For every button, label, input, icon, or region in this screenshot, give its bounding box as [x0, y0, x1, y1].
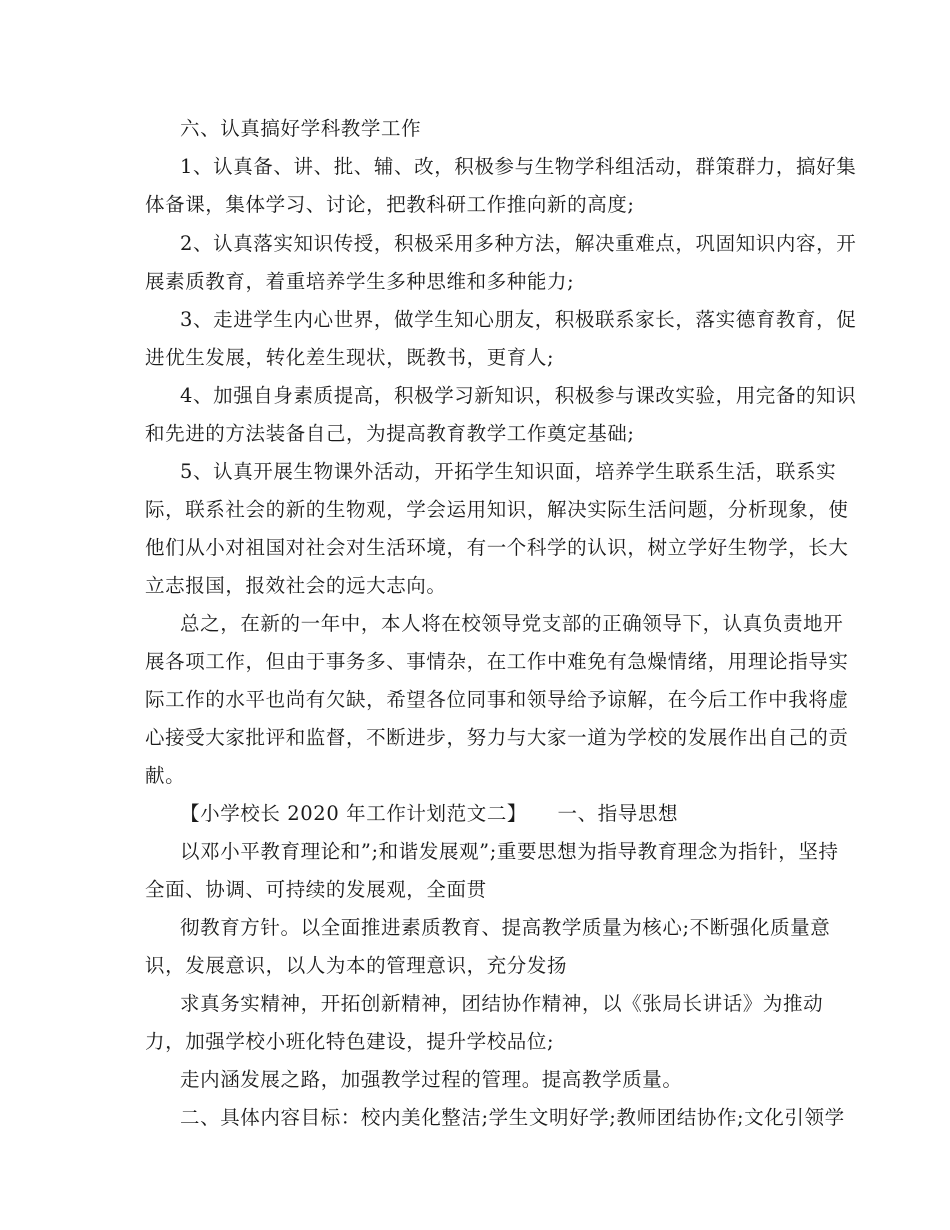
section-heading: 六、认真搞好学科教学工作 [180, 117, 422, 140]
paragraph-line: 识，发展意识，以人为本的管理意识，充分发扬 [145, 954, 568, 977]
paragraph-line: 体备课，集体学习、讨论，把教科研工作推向新的高度; [145, 193, 635, 216]
paragraph-line: 献。 [145, 764, 186, 787]
paragraph-line: 立志报国，报效社会的远大志向。 [145, 574, 447, 597]
paragraph-line: 2、认真落实知识传授，积极采用多种方法，解决重难点，巩固知识内容，开 [180, 232, 857, 255]
paragraph-line: 总之，在新的一年中，本人将在校领导党支部的正确领导下，认真负责地开 [180, 612, 844, 635]
paragraph-line: 他们从小对祖国对社会对生活环境，有一个科学的认识，树立学好生物学，长大 [145, 536, 849, 559]
paragraph-line: 4、加强自身素质提高，积极学习新知识，积极参与课改实验，用完备的知识 [180, 384, 857, 407]
paragraph-line: 求真务实精神，开拓创新精神，团结协作精神，以《张局长讲话》为推动 [180, 992, 824, 1015]
paragraph-line: 际工作的水平也尚有欠缺，希望各位同事和领导给予谅解，在今后工作中我将虚 [145, 688, 849, 711]
paragraph-line: 走内涵发展之路，加强教学过程的管理。提高教学质量。 [180, 1068, 683, 1091]
paragraph-line: 3、走进学生内心世界，做学生知心朋友，积极联系家长，落实德育教育，促 [180, 308, 857, 331]
paragraph-line: 彻教育方针。以全面推进素质教育、提高教学质量为核心;不断强化质量意 [180, 916, 831, 939]
paragraph-line: 力，加强学校小班化特色建设，提升学校品位; [145, 1030, 555, 1053]
paragraph-line: 全面、协调、可持续的发展观，全面贯 [145, 878, 487, 901]
paragraph-line: 1、认真备、讲、批、辅、改，积极参与生物学科组活动，群策群力，搞好集 [180, 155, 857, 178]
paragraph-line: 进优生发展，转化差生现状，既教书，更育人; [145, 346, 555, 369]
paragraph-line: 际，联系社会的新的生物观，学会运用知识，解决实际生活问题，分析现象，使 [145, 498, 849, 521]
paragraph-line: 展各项工作，但由于事务多、事情杂，在工作中难免有急燥情绪，用理论指导实 [145, 650, 849, 673]
section-heading: 【小学校长 2020 年工作计划范文二】 一、指导思想 [180, 802, 679, 825]
paragraph-line: 二、具体内容目标：校内美化整洁;学生文明好学;教师团结协作;文化引领学 [180, 1106, 845, 1129]
paragraph-line: 和先进的方法装备自己，为提高教育教学工作奠定基础; [145, 422, 635, 445]
paragraph-line: 5、认真开展生物课外活动，开拓学生知识面，培养学生联系生活，联系实 [180, 460, 837, 483]
paragraph-line: 展素质教育，着重培养学生多种思维和多种能力; [145, 270, 575, 293]
paragraph-line: 以邓小平教育理论和”;和谐发展观”;重要思想为指导教育理念为指针，坚持 [180, 840, 839, 863]
paragraph-line: 心接受大家批评和监督，不断进步，努力与大家一道为学校的发展作出自己的贡 [145, 726, 849, 749]
